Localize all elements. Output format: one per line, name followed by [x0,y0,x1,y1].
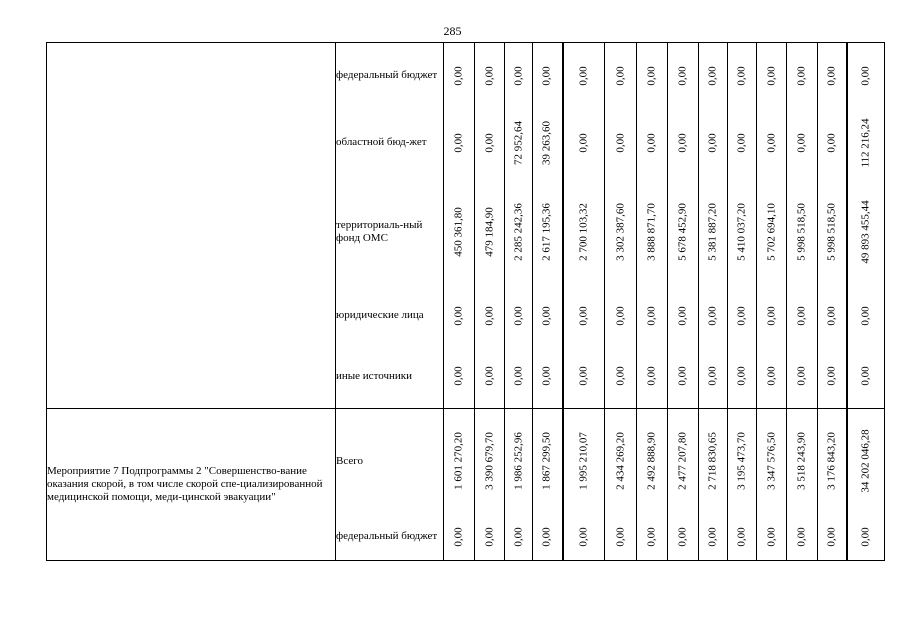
value-text: 34 202 046,28 [859,429,872,493]
value-cell [728,514,757,561]
value-cell [818,514,847,561]
funding-source-cell: юридические лица [336,287,444,345]
table-row [47,43,885,109]
value-text: 0,00 [765,527,777,547]
value-cell [728,345,757,409]
value-cell [787,109,818,177]
value-cell [787,287,818,345]
value-text: 5 410 037,20 [735,202,748,261]
value-text: 0,00 [676,66,689,86]
value-text: 0,00 [706,527,719,547]
value-text: 0,00 [825,305,838,326]
value-text: 450 361,80 [452,206,465,257]
value-text: 0,00 [765,305,777,326]
value-cell [818,109,847,177]
value-cell [668,514,699,561]
value-text: 0,00 [765,132,777,153]
value-text: 0,00 [452,305,465,326]
value-cell [787,43,818,109]
value-cell [505,109,533,177]
value-text: 1 867 299,50 [540,432,553,491]
value-cell [444,177,475,287]
value-cell [563,43,605,109]
value-cell [563,345,605,409]
value-cell [699,409,728,514]
value-text: 112 216,24 [859,117,872,168]
value-text: 5 998 518,50 [795,202,808,261]
table-row [47,409,885,514]
value-text: 0,00 [540,66,553,86]
value-cell [699,109,728,177]
value-text: 3 195 473,70 [735,432,748,491]
value-text: 0,00 [735,366,748,386]
total-value-cell [847,287,885,345]
value-cell [637,287,668,345]
value-cell [533,514,563,561]
value-cell [444,514,475,561]
value-text: 3 518 243,90 [795,432,808,491]
value-cell [728,287,757,345]
value-text: 0,00 [735,305,748,326]
value-text: 0,00 [614,527,626,547]
value-text: 1 986 252,96 [512,432,524,491]
value-cell [637,109,668,177]
value-text: 2 700 103,32 [577,202,590,261]
value-cell [563,514,605,561]
value-cell [699,287,728,345]
value-cell [563,409,605,514]
value-cell [444,109,475,177]
value-text: 0,00 [795,132,808,153]
value-cell [605,287,637,345]
value-cell [475,177,505,287]
value-text: 3 888 871,70 [645,202,658,261]
value-text: 0,00 [795,527,808,547]
value-cell [444,345,475,409]
value-cell [605,43,637,109]
value-text: 5 381 887,20 [706,202,719,261]
value-text: 2 617 195,36 [540,202,553,261]
value-cell [818,43,847,109]
value-text: 0,00 [795,305,808,326]
value-text: 0,00 [795,66,808,86]
value-text: 1 995 210,07 [577,432,590,491]
value-cell [818,287,847,345]
value-text: 0,00 [512,66,524,86]
value-text: 0,00 [859,527,872,547]
value-text: 0,00 [452,366,465,386]
value-text: 0,00 [645,366,658,386]
value-text: 0,00 [735,527,748,547]
value-cell [787,345,818,409]
event-cell: Мероприятие 7 Подпрограммы 2 "Совершенство-вание оказания скорой, в том числе скорой спе-циализированной медицинской помощи, меди-цинской эвакуации" [47,409,336,561]
value-text: 0,00 [859,66,872,86]
total-value-cell [847,409,885,514]
value-text: 0,00 [512,527,524,547]
value-text: 0,00 [859,366,872,386]
value-cell [605,409,637,514]
value-text: 0,00 [645,132,658,153]
value-text: 0,00 [614,366,626,386]
total-value-cell [847,177,885,287]
value-cell [444,43,475,109]
value-cell [699,177,728,287]
value-text: 0,00 [706,66,719,86]
value-cell [757,409,787,514]
value-text: 72 952,64 [512,120,524,165]
value-cell [533,345,563,409]
value-text: 0,00 [614,132,626,153]
value-cell [668,109,699,177]
value-text: 5 998 518,50 [825,202,838,261]
value-text: 0,00 [645,527,658,547]
value-text: 0,00 [512,366,524,386]
value-text: 0,00 [795,366,808,386]
value-text: 0,00 [706,305,719,326]
value-text: 0,00 [676,527,689,547]
value-cell [699,514,728,561]
value-text: 0,00 [577,305,590,326]
value-text: 5 702 694,10 [765,202,777,261]
value-cell [668,409,699,514]
value-text: 0,00 [483,527,495,547]
value-cell [533,109,563,177]
value-text: 0,00 [614,66,626,86]
value-cell [444,287,475,345]
budget-table [46,42,885,561]
value-text: 0,00 [452,132,465,153]
value-cell [475,514,505,561]
funding-source-cell: федеральный бюджет [336,514,444,561]
value-cell [787,514,818,561]
value-text: 2 492 888,90 [645,432,658,491]
value-text: 0,00 [706,366,719,386]
value-cell [605,109,637,177]
value-cell [444,409,475,514]
value-text: 0,00 [483,366,495,386]
value-cell [637,43,668,109]
value-text: 0,00 [676,305,689,326]
value-text: 3 347 576,50 [765,432,777,491]
value-text: 0,00 [765,366,777,386]
value-text: 3 390 679,70 [483,432,495,491]
value-text: 0,00 [825,132,838,153]
value-cell [637,409,668,514]
value-cell [668,345,699,409]
value-text: 1 601 270,20 [452,432,465,491]
value-text: 0,00 [825,527,838,547]
value-cell [757,109,787,177]
value-cell [505,409,533,514]
value-cell [668,43,699,109]
value-cell [668,177,699,287]
value-text: 0,00 [452,66,465,86]
value-text: 0,00 [614,305,626,326]
value-cell [728,177,757,287]
value-cell [505,177,533,287]
value-text: 0,00 [577,132,590,153]
value-text: 0,00 [825,66,838,86]
value-text: 0,00 [577,366,590,386]
value-text: 0,00 [512,305,524,326]
value-cell [699,345,728,409]
value-cell [787,177,818,287]
value-text: 0,00 [540,366,553,386]
value-text: 0,00 [735,66,748,86]
value-cell [728,409,757,514]
value-text: 0,00 [645,66,658,86]
value-text: 0,00 [483,132,495,153]
value-text: 0,00 [540,305,553,326]
value-cell [637,514,668,561]
value-text: 0,00 [735,132,748,153]
value-text: 0,00 [645,305,658,326]
value-cell [668,287,699,345]
value-cell [533,177,563,287]
value-cell [757,287,787,345]
value-text: 2 285 242,36 [512,202,524,261]
value-cell [505,43,533,109]
value-text: 3 302 387,60 [614,202,626,261]
value-text: 3 176 843,20 [825,432,838,491]
value-cell [818,345,847,409]
value-cell [475,109,505,177]
value-cell [505,287,533,345]
value-cell [637,177,668,287]
value-cell [533,43,563,109]
value-text: 39 263,60 [540,120,553,165]
value-cell [757,514,787,561]
value-text: 0,00 [483,66,495,86]
event-cell [47,43,336,409]
value-cell [787,409,818,514]
funding-source-cell: иные источники [336,345,444,409]
funding-source-cell: территориаль-ный фонд ОМС [336,177,444,287]
value-text: 479 184,90 [483,206,495,257]
value-cell [563,287,605,345]
value-cell [818,409,847,514]
value-text: 2 477 207,80 [676,432,689,491]
value-cell [605,514,637,561]
value-text: 2 718 830,65 [706,432,719,491]
value-cell [637,345,668,409]
value-cell [533,287,563,345]
value-cell [563,109,605,177]
value-cell [475,409,505,514]
value-text: 0,00 [706,132,719,153]
value-text: 0,00 [859,305,872,326]
total-value-cell [847,43,885,109]
funding-source-cell: федеральный бюджет [336,43,444,109]
value-cell [475,43,505,109]
value-text: 5 678 452,90 [676,202,689,261]
value-cell [757,43,787,109]
value-cell [757,345,787,409]
value-text: 0,00 [540,527,553,547]
page-number: 285 [443,24,462,38]
value-cell [728,109,757,177]
value-text: 0,00 [483,305,495,326]
value-text: 0,00 [577,527,590,547]
total-value-cell [847,109,885,177]
value-cell [605,345,637,409]
value-cell [505,345,533,409]
value-cell [728,43,757,109]
funding-source-cell: областной бюд-жет [336,109,444,177]
value-text: 0,00 [577,66,590,86]
budget-table-container [46,42,874,561]
value-cell [505,514,533,561]
value-cell [533,409,563,514]
value-cell [699,43,728,109]
total-value-cell [847,345,885,409]
value-cell [563,177,605,287]
value-text: 0,00 [452,527,465,547]
value-text: 0,00 [676,132,689,153]
value-cell [757,177,787,287]
value-cell [818,177,847,287]
value-cell [475,345,505,409]
value-text: 0,00 [676,366,689,386]
funding-source-cell: Всего [336,409,444,514]
value-cell [605,177,637,287]
value-text: 49 893 455,44 [859,199,872,264]
value-text: 0,00 [765,66,777,86]
value-cell [475,287,505,345]
total-value-cell [847,514,885,561]
value-text: 2 434 269,20 [614,432,626,491]
value-text: 0,00 [825,366,838,386]
